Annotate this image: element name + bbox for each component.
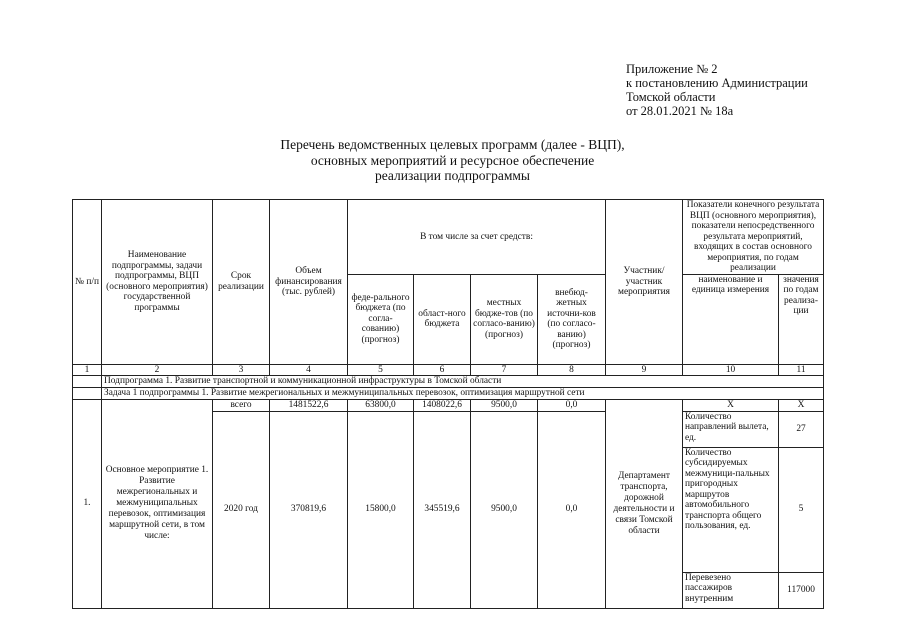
header-volume: Объем финансирования (тыс. рублей) <box>270 200 348 365</box>
header-sources: В том числе за счет средств: <box>348 200 606 275</box>
total-local: 9500,0 <box>471 399 538 411</box>
column-number: 8 <box>538 364 606 375</box>
annex-block <box>626 62 808 118</box>
year-regional: 345519,6 <box>414 411 471 608</box>
indicator-value: 27 <box>779 411 824 447</box>
header-federal: феде-рального бюджета (по согла-сованию) (прогноз) <box>348 274 414 364</box>
total-label: всего <box>213 399 270 411</box>
column-number: 4 <box>270 364 348 375</box>
annex-line: к постановлению Администрации <box>626 76 808 90</box>
indicator-value: 117000 <box>779 572 824 608</box>
document-title <box>200 137 705 184</box>
task-row: Задача 1 подпрограммы 1. Развитие межрегиональных и межмуниципальных перевозок, оптимизация маршрутной сети <box>102 387 824 399</box>
year-volume: 370819,6 <box>270 411 348 608</box>
subprogram-row: Подпрограмма 1. Развитие транспортной и коммуникационной инфраструктуры в Томской области <box>102 375 824 387</box>
header-indicator-value: значения по годам реализа-ции <box>779 274 824 364</box>
title-line: реализации подпрограммы <box>375 168 530 183</box>
year-cell: 2020 год <box>213 411 270 608</box>
annex-line: Приложение № 2 <box>626 62 718 76</box>
program-table <box>72 199 824 609</box>
column-number: 5 <box>348 364 414 375</box>
header-extra: внебюд-жетных источни-ков (по согласо-ванию) (прогноз) <box>538 274 606 364</box>
header-local: местных бюдже-тов (по согласо-ванию) (прогноз) <box>471 274 538 364</box>
column-number: 10 <box>683 364 779 375</box>
measure-name: Основное мероприятие 1. Развитие межрегиональных и межмуниципальных перевозок, оптимизация маршрутной сети, в том числе: <box>102 399 213 608</box>
column-number: 1 <box>73 364 102 375</box>
row-number: 1. <box>73 399 102 608</box>
column-number: 11 <box>779 364 824 375</box>
indicator-x: X <box>779 399 824 411</box>
column-number: 9 <box>606 364 683 375</box>
header-indicators: Показатели конечного результата ВЦП (основного мероприятия), показатели непосредственного результата мероприятий, входящих в состав основного мероприятия, по годам реализации <box>683 200 824 275</box>
header-name: Наименование подпрограммы, задачи подпрограммы, ВЦП (основного мероприятия) государственной программы <box>102 200 213 365</box>
indicator-name: Количество направлений вылета, ед. <box>683 411 779 447</box>
year-federal: 15800,0 <box>348 411 414 608</box>
column-number: 2 <box>102 364 213 375</box>
participant: Департамент транспорта, дорожной деятельности и связи Томской области <box>606 399 683 608</box>
empty-cell <box>73 387 102 399</box>
header-participant: Участник/ участник мероприятия <box>606 200 683 365</box>
indicator-name: Количество субсидируемых межмуници-пальных пригородных маршрутов автомобильного транспорта общего пользования, ед. <box>683 447 779 572</box>
empty-cell <box>73 375 102 387</box>
title-line: Перечень ведомственных целевых программ (далее - ВЦП), <box>280 137 625 152</box>
total-volume: 1481522,6 <box>270 399 348 411</box>
column-number: 3 <box>213 364 270 375</box>
header-term: Срок реализации <box>213 200 270 365</box>
year-extra: 0,0 <box>538 411 606 608</box>
column-number: 6 <box>414 364 471 375</box>
header-regional: област-ного бюджета <box>414 274 471 364</box>
total-federal: 63800,0 <box>348 399 414 411</box>
annex-line: Томской области <box>626 90 716 104</box>
header-indicator-name: наименование и единица измерения <box>683 274 779 364</box>
total-extra: 0,0 <box>538 399 606 411</box>
total-regional: 1408022,6 <box>414 399 471 411</box>
year-local: 9500,0 <box>471 411 538 608</box>
indicator-value: 5 <box>779 447 824 572</box>
indicator-x: X <box>683 399 779 411</box>
title-line: основных мероприятий и ресурсное обеспечение <box>310 152 595 168</box>
indicator-name: Перевезено пассажиров внутренним <box>683 572 779 608</box>
header-no: № п/п <box>73 200 102 365</box>
column-number: 7 <box>471 364 538 375</box>
annex-line: от 28.01.2021 № 18а <box>626 104 734 118</box>
